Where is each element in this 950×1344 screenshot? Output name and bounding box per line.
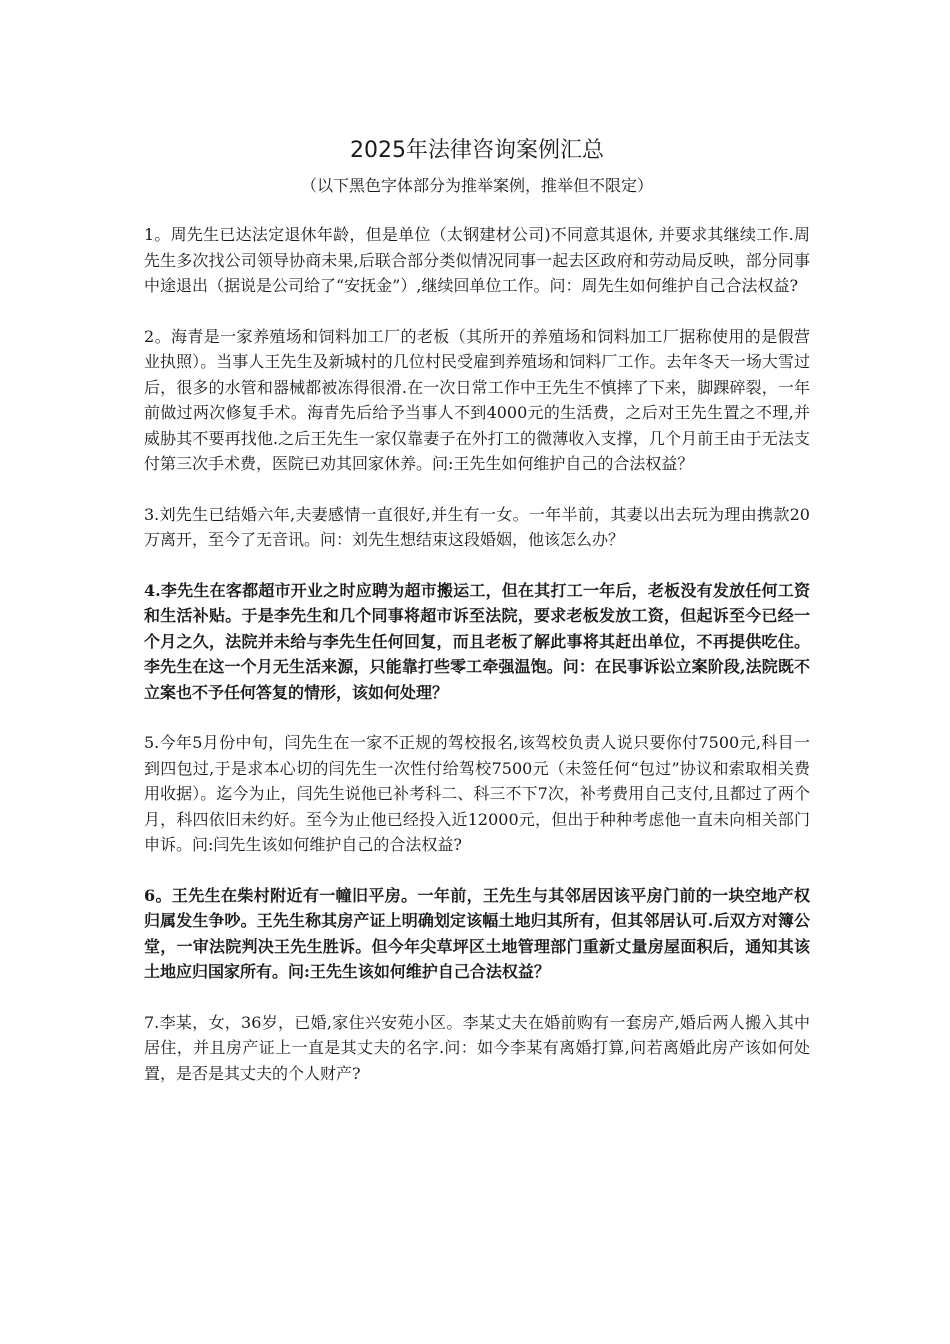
case-paragraph: 2。海青是一家养殖场和饲料加工厂的老板（其所开的养殖场和饲料加工厂据称使用的是假营业执照）。当事人王先生及新城村的几位村民受雇到养殖场和饲料厂工作。去年冬天一场大雪过后，很多的水管和器械都被冻得很滑.在一次日常工作中王先生不慎摔了下来，脚踝碎裂，一年前做过两次修复手术。海青先后给予当事人不到4000元的生活费，之后对王先生置之不理,并威胁其不要再找他.之后王先生一家仅靠妻子在外打工的微薄收入支撑，几个月前王由于无法支付第三次手术费，医院已劝其回家休养。问:王先生如何维护自己的合法权益？ [144, 326, 810, 473]
case-paragraph: 1。周先生已达法定退休年龄，但是单位（太钢建材公司)不同意其退休, 并要求其继续工作.周先生多次找公司领导协商未果,后联合部分类似情况同事一起去区政府和劳动局反映，部分同事中途退出（据说是公司给了“安抚金”）,继续回单位工作。问：周先生如何维护自己合法权益? [144, 225, 810, 295]
case-paragraph: 3.刘先生已结婚六年,夫妻感情一直很好,并生有一女。一年半前，其妻以出去玩为理由携款20万离开，至今了无音讯。问：刘先生想结束这段婚姻，他该怎么办？ [144, 504, 810, 549]
document-subtitle: （以下黑色字体部分为推举案例，推举但不限定） [300, 176, 653, 195]
case-paragraph: 4.李先生在客都超市开业之时应聘为超市搬运工，但在其打工一年后，老板没有发放任何工资和生活补贴。于是李先生和几个同事将超市诉至法院，要求老板发放工资，但起诉至今已经一个月之久，法院并未给与李先生任何回复，而且老板了解此事将其赶出单位，不再提供吃住。李先生在这一个月无生活来源，只能靠打些零工牵强温饱。问：在民事诉讼立案阶段,法院既不立案也不予任何答复的情形，该如何处理？ [144, 580, 810, 702]
case-paragraph: 7.李某，女，36岁，已婚,家住兴安苑小区。李某丈夫在婚前购有一套房产,婚后两人搬入其中居住，并且房产证上一直是其丈夫的名字.问：如今李某有离婚打算,问若离婚此房产该如何处置，是否是其丈夫的个人财产? [144, 1012, 810, 1083]
case-paragraph: 5.今年5月份中旬，闫先生在一家不正规的驾校报名,该驾校负责人说只要你付7500元,科目一到四包过,于是求本心切的闫先生一次性付给驾校7500元（未签任何“包过”协议和索取相关费用收据）。迄今为止，闫先生说他已补考科二、科三不下7次，补考费用自己支付,且都过了两个月，科四依旧未约好。至今为止他已经投入近12000元，但出于种种考虑他一直未向相关部门申诉。问:闫先生该如何维护自己的合法权益? [144, 733, 810, 854]
case-paragraph: 6。王先生在柴村附近有一幢旧平房。一年前，王先生与其邻居因该平房门前的一块空地产权归属发生争吵。王先生称其房产证上明确划定该幅土地归其所有，但其邻居认可.后双方对簿公堂，一审法院判决王先生胜诉。但今年尖草坪区土地管理部门重新丈量房屋面积后，通知其该土地应归国家所有。问:王先生该如何维护自己合法权益？ [144, 885, 810, 981]
document-title: 2025年法律咨询案例汇总 [350, 138, 604, 163]
